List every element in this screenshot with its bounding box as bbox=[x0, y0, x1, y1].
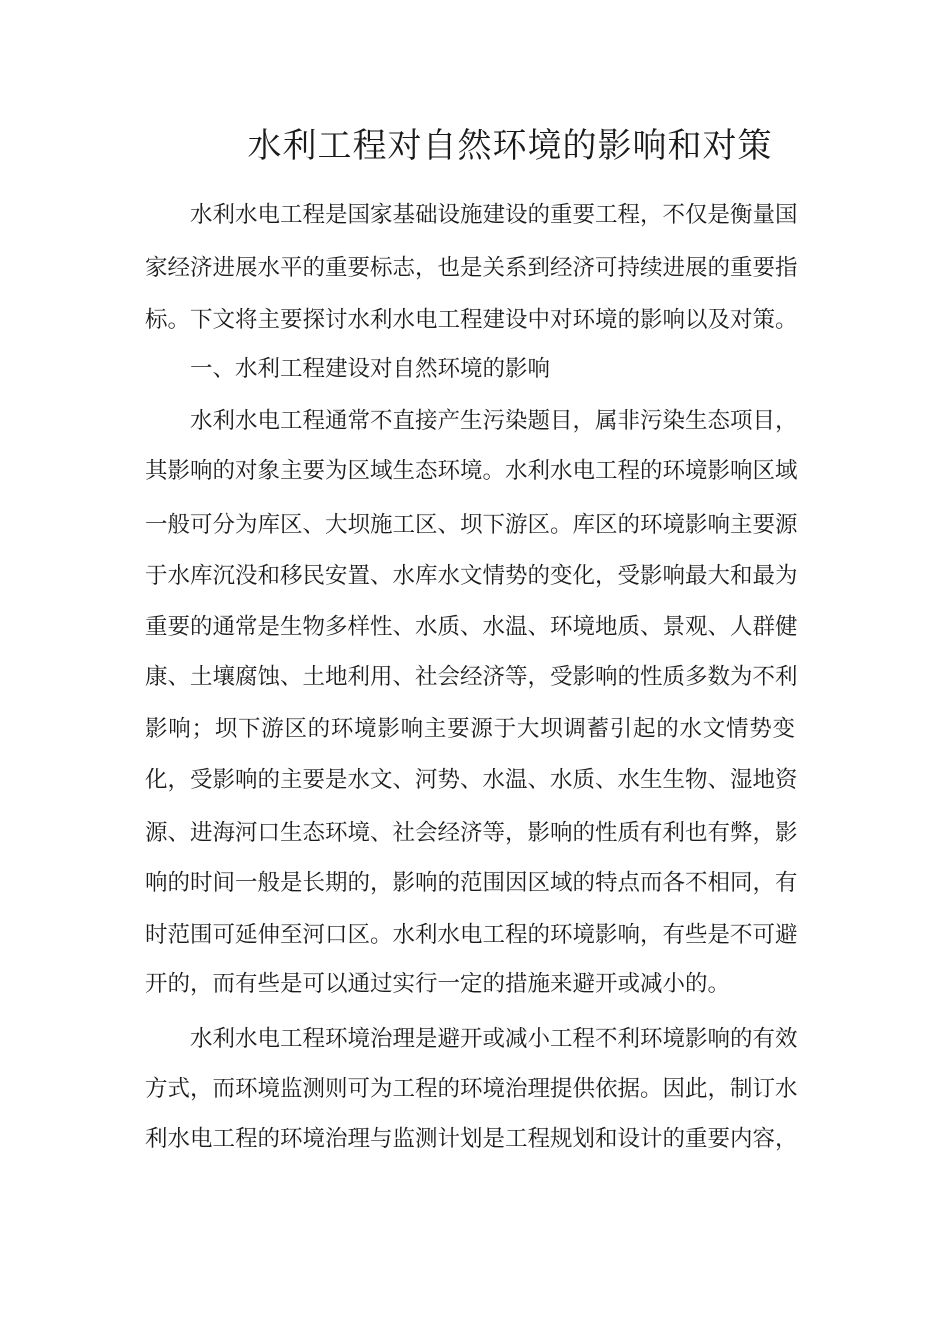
paragraph-line: 影响；坝下游区的环境影响主要源于大坝调蓄引起的水文情势变 bbox=[145, 716, 795, 742]
paragraph-line: 水利水电工程通常不直接产生污染题目，属非污染生态项目， bbox=[190, 408, 798, 434]
paragraph-line: 源、进海河口生态环境、社会经济等，影响的性质有利也有弊，影 bbox=[145, 820, 798, 846]
paragraph-line: 化，受影响的主要是水文、河势、水温、水质、水生生物、湿地资 bbox=[145, 767, 798, 793]
paragraph-line: 一般可分为库区、大坝施工区、坝下游区。库区的环境影响主要源 bbox=[145, 512, 798, 538]
paragraph-line: 水利水电工程环境治理是避开或减小工程不利环境影响的有效 bbox=[190, 1026, 798, 1052]
paragraph-line: 家经济进展水平的重要标志，也是关系到经济可持续进展的重要指 bbox=[145, 255, 798, 281]
paragraph-line: 开的，而有些是可以通过实行一定的措施来避开或减小的。 bbox=[145, 971, 731, 997]
document-title: 水利工程对自然环境的影响和对策 bbox=[247, 126, 773, 166]
paragraph-line: 响的时间一般是长期的，影响的范围因区域的特点而各不相同，有 bbox=[145, 870, 798, 896]
paragraph-line: 重要的通常是生物多样性、水质、水温、环境地质、景观、人群健 bbox=[145, 614, 798, 640]
paragraph-line: 时范围可延伸至河口区。水利水电工程的环境影响，有些是不可避 bbox=[145, 922, 798, 948]
paragraph-line: 康、土壤腐蚀、土地利用、社会经济等，受影响的性质多数为不利 bbox=[145, 664, 798, 690]
paragraph-line: 标。下文将主要探讨水利水电工程建设中对环境的影响以及对策。 bbox=[145, 307, 798, 333]
section-heading: 一、水利工程建设对自然环境的影响 bbox=[190, 356, 551, 382]
paragraph-line: 于水库沉没和移民安置、水库水文情势的变化，受影响最大和最为 bbox=[145, 563, 798, 589]
paragraph-line: 水利水电工程是国家基础设施建设的重要工程，不仅是衡量国 bbox=[190, 202, 798, 228]
paragraph-line: 方式，而环境监测则可为工程的环境治理提供依据。因此，制订水 bbox=[145, 1076, 798, 1102]
paragraph-line: 利水电工程的环境治理与监测计划是工程规划和设计的重要内容， bbox=[145, 1126, 798, 1152]
paragraph-line: 其影响的对象主要为区域生态环境。水利水电工程的环境影响区域 bbox=[145, 458, 798, 484]
